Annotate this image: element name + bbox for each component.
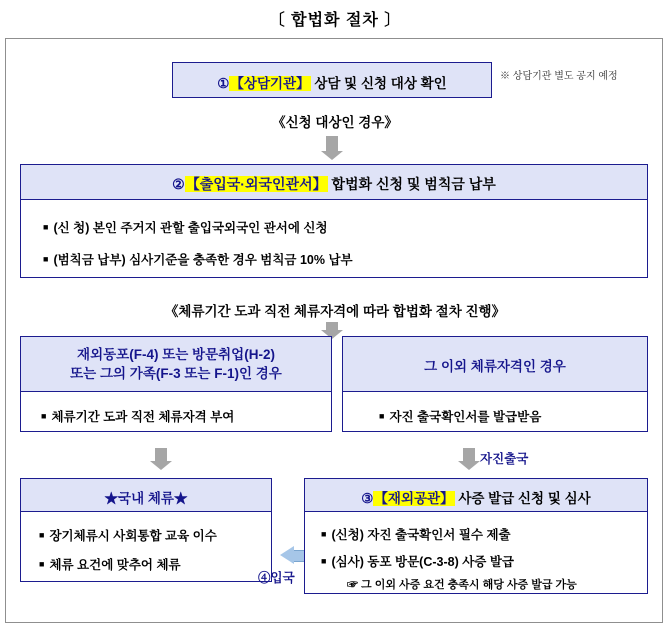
step3-prefix: ③	[361, 491, 374, 506]
bullet-square-icon: ■	[39, 530, 45, 540]
step2-prefix: ②	[172, 176, 185, 192]
step2-tag: 【출입국·외국인관서】	[185, 176, 327, 192]
bullet-square-icon: ■	[39, 559, 45, 569]
branch-left-detail	[20, 392, 332, 432]
domestic-bullet-1: ■ 장기체류시 사회통합 교육 이수	[39, 529, 217, 543]
branch-right-header-text: 그 이외 체류자격인 경우	[424, 359, 566, 374]
arrow-label-right: 자진출국	[480, 452, 529, 466]
bullet-square-icon: ■	[379, 411, 385, 421]
bullet-square-icon: ■	[321, 556, 327, 566]
step2-box	[20, 164, 648, 200]
page-title: 〔 합법화 절차 〕	[268, 12, 402, 29]
branch-left-bullet-1: ■ 체류기간 도과 직전 체류자격 부여	[41, 410, 235, 424]
branch-right-header	[342, 336, 648, 392]
step3-bullet-1: ■ (신청) 자진 출국확인서 필수 제출	[321, 528, 511, 542]
arrow-down-3	[150, 448, 172, 470]
bullet-square-icon: ■	[321, 529, 327, 539]
step1-tag: 【상담기관】	[230, 76, 310, 91]
step1-box	[172, 62, 492, 98]
arrow-label-left: ④입국	[258, 571, 295, 585]
step1-note: ※ 상담기관 별도 공지 예정	[500, 71, 618, 82]
connector-label-2: 《체류기간 도과 직전 체류자격에 따라 합법화 절차 진행》	[164, 304, 506, 319]
arrow-down-4	[458, 448, 480, 470]
step3-bullet-2: ■ (심사) 동포 방문(C-3-8) 사증 발급	[321, 555, 514, 569]
bullet-square-icon: ■	[41, 411, 47, 421]
step2-bullet-2: ■ (범칙금 납부) 심사기준을 충족한 경우 범칙금 10% 납부	[43, 253, 353, 267]
step3-detail	[304, 512, 648, 594]
bullet-square-icon: ■	[43, 254, 49, 264]
branch-left-header-line1: 재외동포(F-4) 또는 방문취업(H-2)	[77, 347, 275, 362]
domestic-header-text: ★국내 체류★	[104, 491, 188, 506]
step1-text: 상담 및 신청 대상 확인	[310, 76, 447, 91]
step3-tag: 【재외공관】	[374, 491, 454, 506]
bullet-square-icon: ■	[43, 222, 49, 232]
step3-box	[304, 478, 648, 512]
step2-detail-box	[20, 200, 648, 278]
arrow-down-1	[321, 136, 343, 160]
branch-left-header-line2: 또는 그의 가족(F-3 또는 F-1)인 경우	[70, 366, 282, 381]
step1-prefix: ①	[217, 76, 230, 91]
connector-label-1: 《신청 대상인 경우》	[272, 115, 398, 130]
domestic-header	[20, 478, 272, 512]
branch-left-header	[20, 336, 332, 392]
step2-bullet-1: ■ (신 청) 본인 주거지 관할 출입국외국인 관서에 신청	[43, 221, 328, 235]
step3-text: 사증 발급 신청 및 심사	[454, 491, 591, 506]
step3-subnote: ☞ 그 이외 사증 요건 충족시 해당 사증 발급 가능	[347, 579, 577, 591]
domestic-detail	[20, 512, 272, 582]
domestic-bullet-2: ■ 체류 요건에 맞추어 체류	[39, 558, 181, 572]
branch-right-bullet-1: ■ 자진 출국확인서를 발급받음	[379, 410, 542, 424]
step2-text: 합법화 신청 및 범칙금 납부	[327, 176, 496, 192]
branch-right-detail	[342, 392, 648, 432]
